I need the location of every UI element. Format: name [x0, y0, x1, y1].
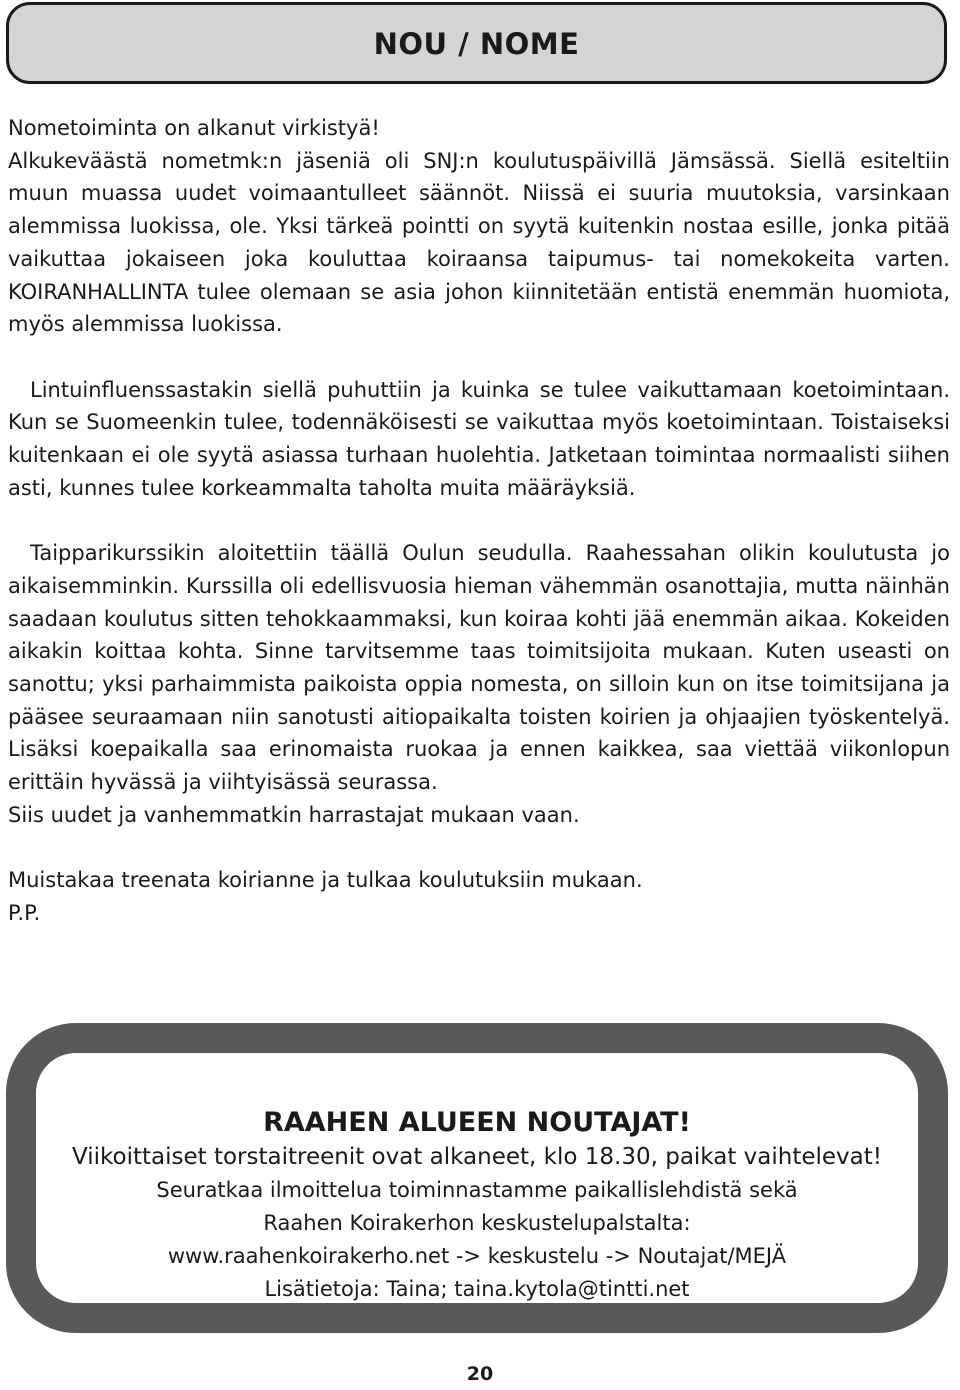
advertisement-box [6, 1023, 948, 1333]
article-paragraph: Alkukeväästä nometmk:n jäseniä oli SNJ:n koulutuspäivillä Jämsässä. Siellä esiteltiin muun muassa uudet voimaantulleet säännöt. Niissä ei suuria muutoksia, varsinkaan alemmissa luokissa, ole. Yksi tärkeä pointti on syytä kuitenkin nostaa esille, jonka pitää vaikuttaa jokaiseen joka kouluttaa koiraansa taipumus- tai nomekokeita varten. KOIRANHALLINTA tulee olemaan se asia johon kiinnitetään entistä enemmän huomiota, myös alemmissa luokissa. [8, 148, 950, 337]
section-header [6, 2, 947, 84]
article-body [8, 112, 950, 930]
advertisement-link-line: www.raahenkoirakerho.net -> keskustelu -> Noutajat/MEJÄ [167, 1244, 787, 1268]
paragraph-spacer [8, 831, 950, 864]
section-title: NOU / NOME [373, 27, 580, 61]
article-paragraph: Siis uudet ja vanhemmatkin harrastajat mukaan vaan. [8, 802, 580, 827]
advertisement-line: Seuratkaa ilmoittelua toiminnastamme paikallislehdistä sekä [156, 1178, 798, 1202]
advertisement-line: Viikoittaiset torstaitreenit ovat alkaneet, klo 18.30, paikat vaihtelevat! [72, 1144, 882, 1170]
advertisement-contact-line: Lisätietoja: Taina; taina.kytola@tintti.net [264, 1277, 690, 1301]
advertisement-title: RAAHEN ALUEEN NOUTAJAT! [263, 1107, 691, 1138]
article-paragraph: Lintuinfluenssastakin siellä puhuttiin ja kuinka se tulee vaikuttamaan koetoimintaan. Kun se Suomeenkin tulee, todennäköisesti se vaikuttaa myös koetoimintaan. Toistaiseksi kuitenkaan ei ole syytä asiassa turhaan huolehtia. Jatketaan toimintaa normaalisti siihen asti, kunnes tulee korkeammalta taholta muita määräyksiä. [8, 377, 950, 500]
article-paragraph: Taipparikurssikin aloitettiin täällä Oulun seudulla. Raahessahan olikin koulutusta jo aikaisemminkin. Kurssilla oli edellisvuosia hieman vähemmän osanottajia, mutta näinhän saadaan koulutus sitten tehokkaammaksi, kun koiraa kohti jää enemmän aikaa. Kokeiden aikakin koittaa kohta. Sinne tarvitsemme taas toimitsijoita mukaan. Kuten useasti on sanottu; yksi parhaimmista paikoista oppia nomesta, on silloin kun on itse toimitsijana ja pääsee seuraamaan niin sanotusti aitiopaikalta toisten koirien ja ohjaajien työskentelyä. Lisäksi koepaikalla saa erinomaista ruokaa ja ennen kaikkea, saa viettää viikonlopun erittäin hyvässä ja viihtyisässä seurassa. [8, 541, 950, 795]
advertisement-line: Raahen Koirakerhon keskustelupalstalta: [263, 1211, 691, 1235]
article-paragraph: Muistakaa treenata koirianne ja tulkaa koulutuksiin mukaan. [8, 868, 643, 893]
article-signature: P.P. [8, 900, 41, 925]
article-paragraph: Nometoiminta on alkanut virkistyä! [8, 116, 380, 140]
paragraph-spacer [8, 341, 950, 374]
paragraph-spacer [8, 504, 950, 537]
advertisement-content [36, 1105, 918, 1306]
page-number: 20 [466, 1363, 494, 1385]
